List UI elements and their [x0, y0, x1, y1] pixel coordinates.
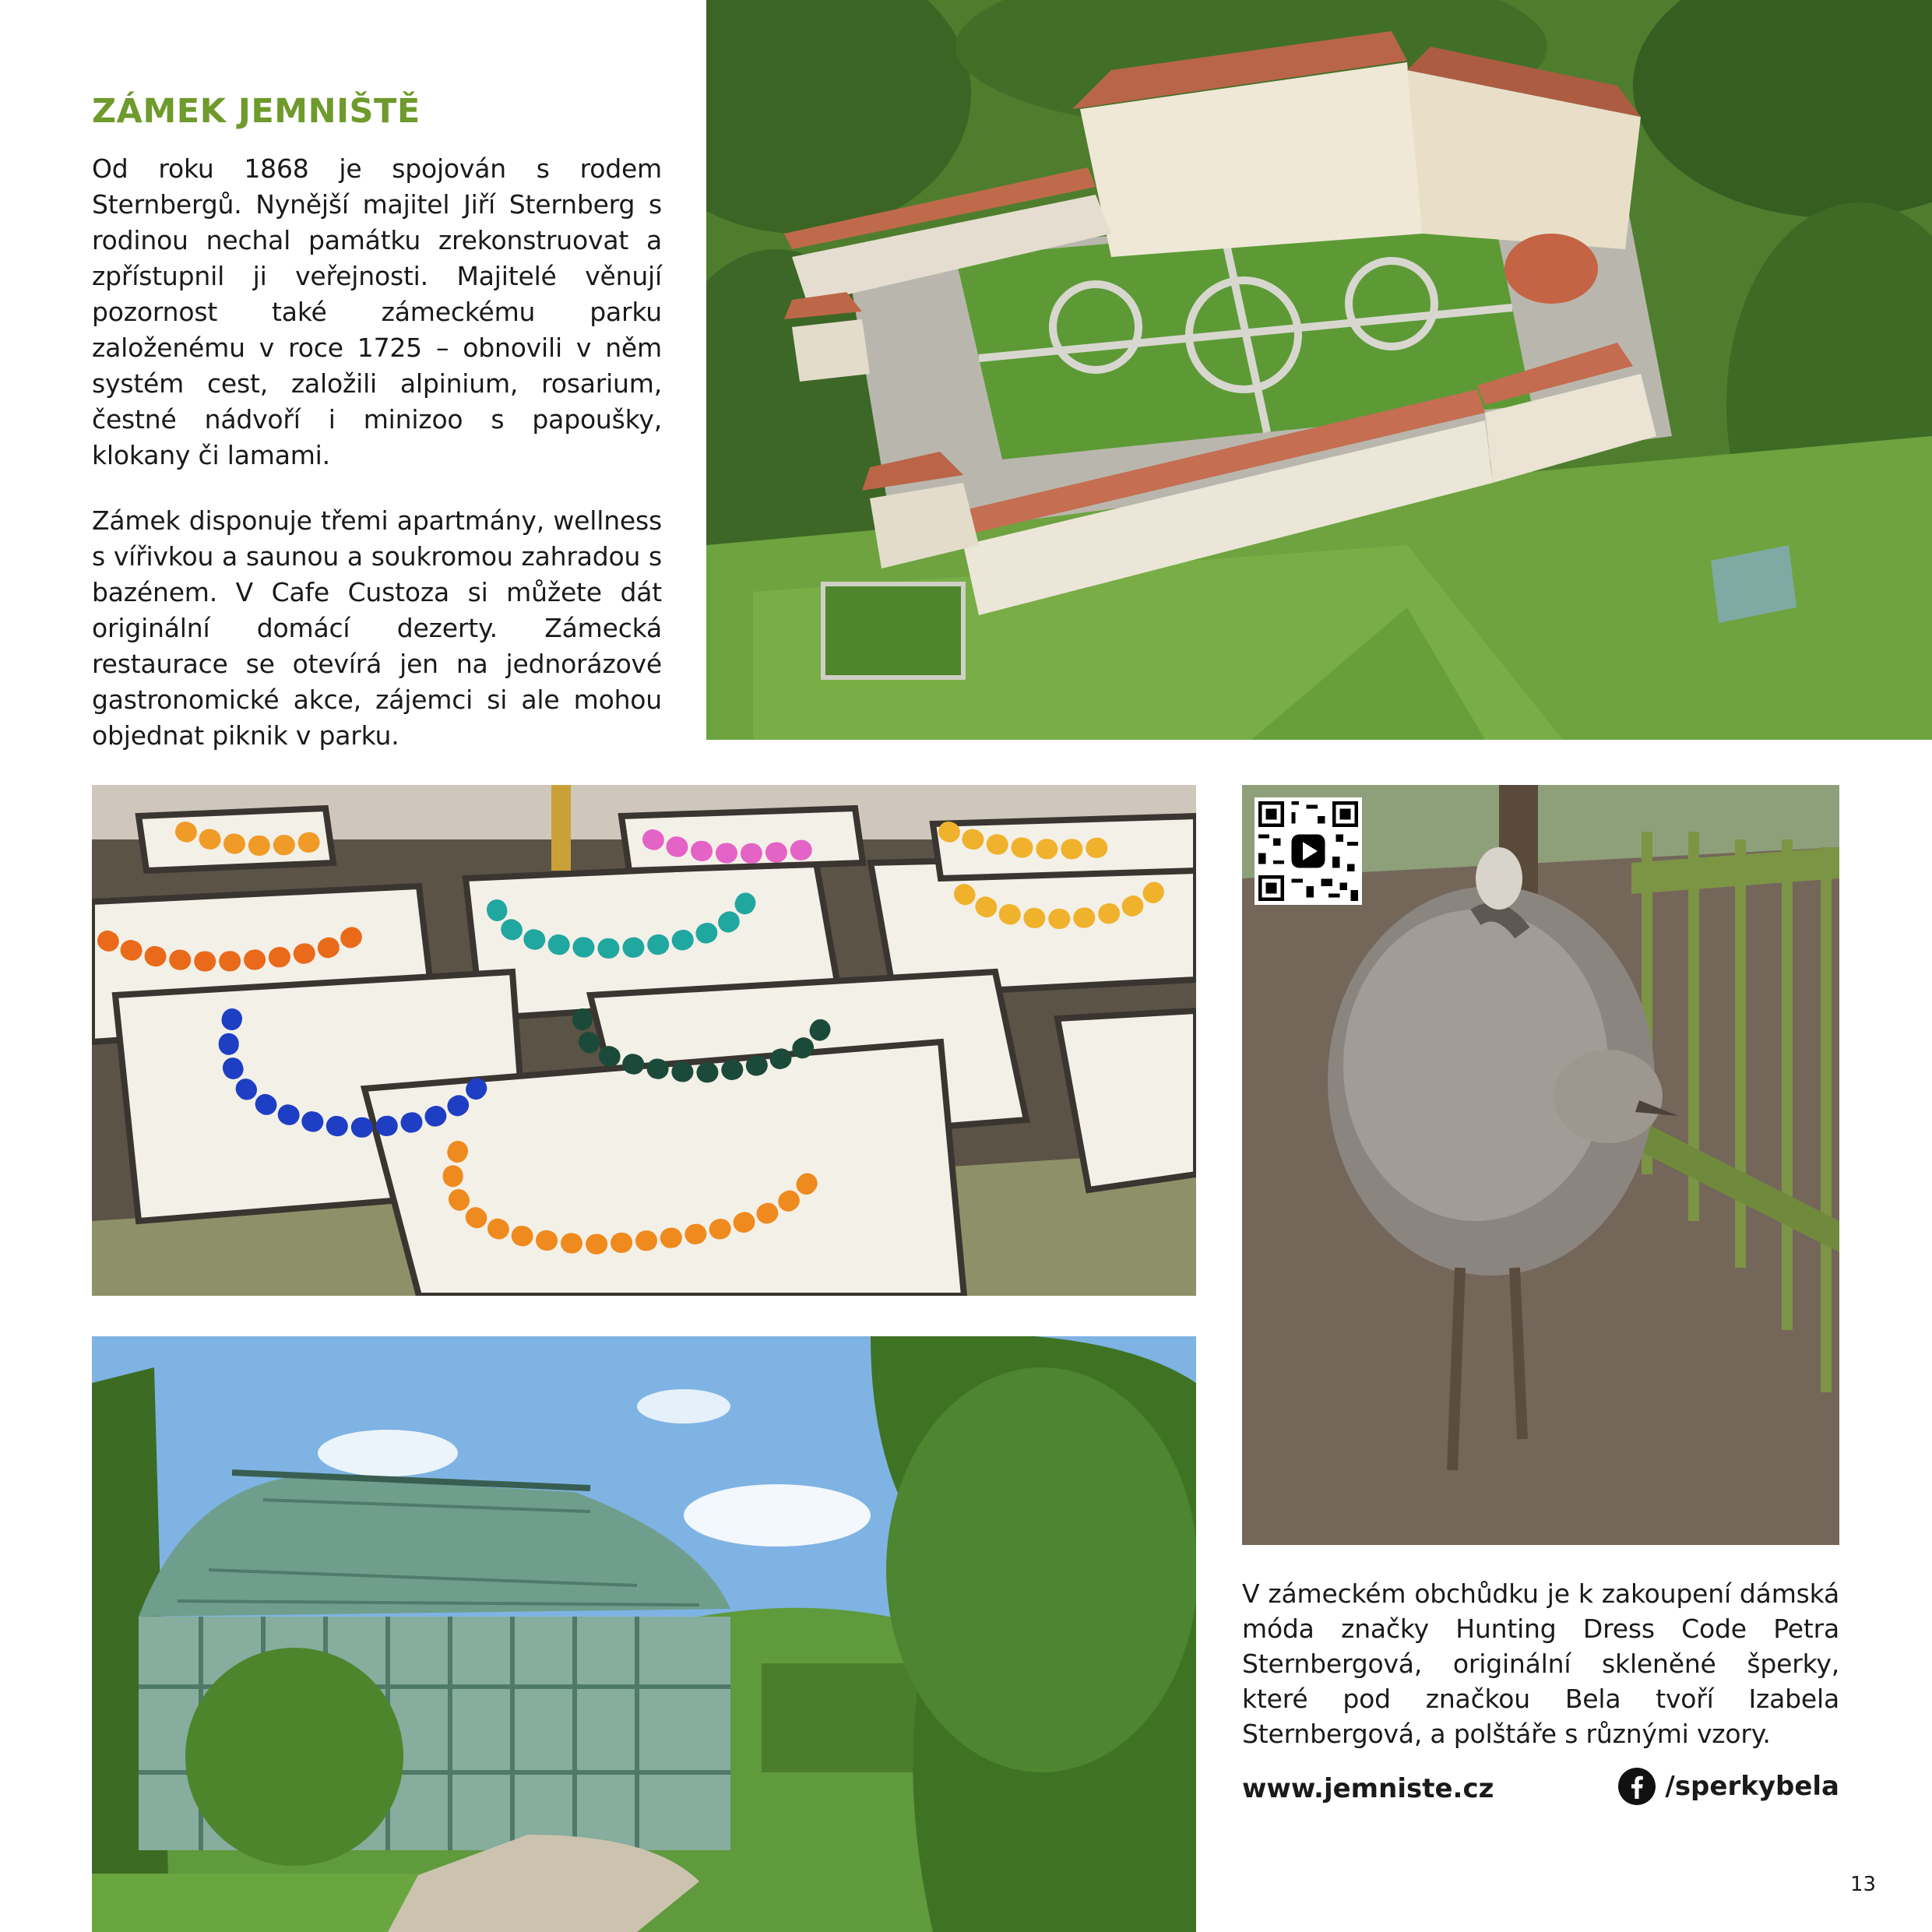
greenhouse-photo: [92, 1336, 1196, 1932]
facebook-handle: /sperkybela: [1665, 1771, 1839, 1802]
shop-caption: V zámeckém obchůdku je k zakoupení dámská móda značky Hunting Dress Code Petra Sternbergová, originální skleněné šperky, které pod značkou Bela tvoří Izabela Sternbergová, a polštáře s různými vzory.: [1242, 1578, 1839, 1749]
castle-aerial-photo: [706, 0, 1932, 740]
website-link[interactable]: www.jemniste.cz: [1242, 1773, 1494, 1804]
emu-minizoo-photo: [1242, 785, 1839, 1545]
youtube-qr-code[interactable]: [1255, 797, 1362, 905]
facebook-icon: [1618, 1768, 1656, 1805]
facebook-link[interactable]: [1618, 1768, 1839, 1805]
page-number: 13: [1850, 1873, 1877, 1896]
article-paragraph-1: Od roku 1868 je spojován s rodem Sternbergů. Nynější majitel Jiří Sternberg s rodinou nechal památku zrekonstruovat a zpřístupnil ji veřejnosti. Majitelé věnují pozornost také zámeckému parku založenému v roce 1725 – obnovili v něm systém cest, založili alpinium, rosarium, čestné nádvoří i minizoo s papoušky, klokany či lamami.: [92, 153, 662, 470]
glass-jewelry-photo: [92, 785, 1196, 1296]
article-paragraph-2: Zámek disponuje třemi apartmány, wellness s vířivkou a saunou a soukromou zahradou s bazénem. V Cafe Custoza si můžete dát originální domácí dezerty. Zámecká restaurace se otevírá jen na jednorázové gastronomické akce, zájemci si ale mohou objednat piknik v parku.: [92, 505, 662, 751]
article-title: ZÁMEK JEMNIŠTĚ: [92, 92, 421, 131]
